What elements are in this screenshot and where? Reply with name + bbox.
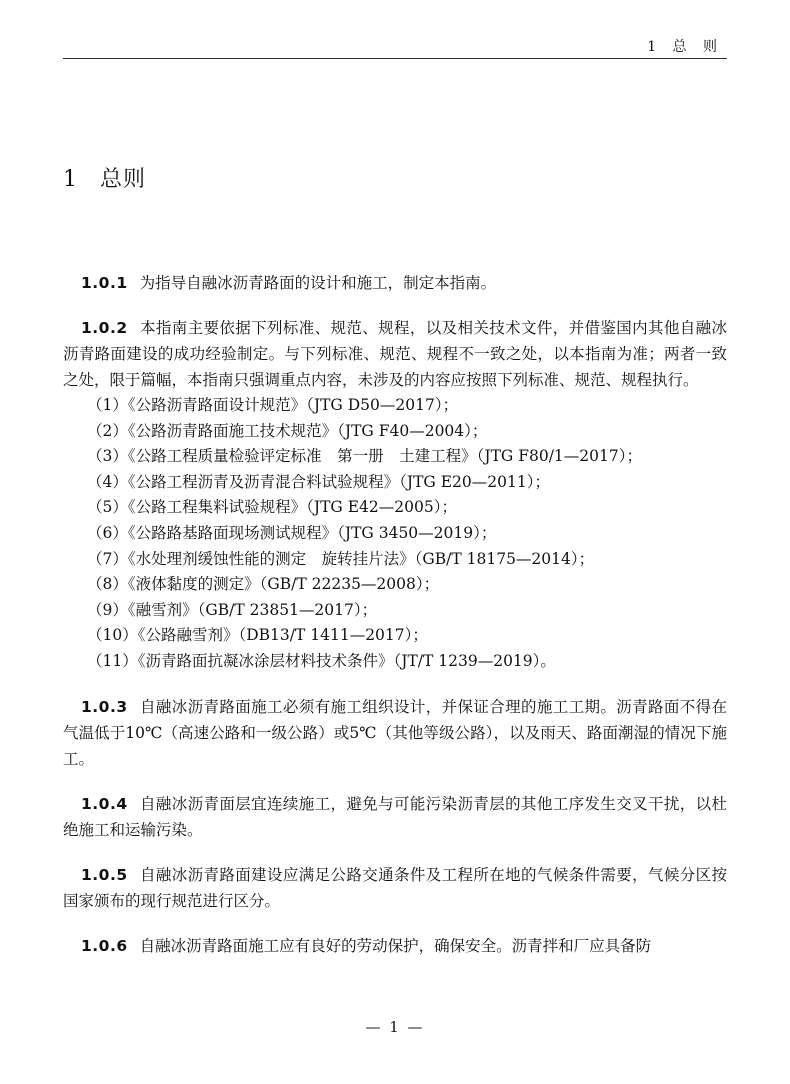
reference-item: （6）《公路路基路面现场测试规程》（JTG 3450—2019）； [87,523,497,542]
clause-number: 1.0.5 [81,865,128,884]
clause-text: 自融冰沥青路面施工必须有施工组织设计，并保证合理的施工工期。沥青路面不得在气温低于10℃（高速公路和一级公路）或5℃（其他等级公路），以及雨天、路面潮湿的情况下施工。 [63,697,727,768]
clause-1-0-1 [63,270,727,296]
running-header [63,30,727,59]
chapter-title [63,162,146,193]
reference-item: （11）《沥青路面抗凝冰涂层材料技术条件》（JT/T 1239—2019）。 [87,651,556,670]
reference-item: （1）《公路沥青路面设计规范》（JTG D50—2017）； [87,396,459,414]
clause-1-0-6 [63,933,727,959]
chapter-title-text: 总则 [100,167,147,192]
reference-item: （3）《公路工程质量检验评定标准 第一册 土建工程》（JTG F80/1—2017）； [87,447,642,466]
reference-item: （10）《公路融雪剂》（DB13/T 1411—2017）； [87,626,428,645]
clause-number: 1.0.3 [81,697,128,716]
body-content [63,270,727,978]
clause-text: 自融冰沥青面层宜连续施工，避免与可能污染沥青层的其他工序发生交叉干扰，以杜绝施工和运输污染。 [63,794,727,839]
clause-number: 1.0.4 [81,794,128,813]
clause-number: 1.0.1 [81,274,128,292]
clause-number: 1.0.6 [81,936,128,955]
chapter-number: 1 [63,167,78,192]
reference-item: （9）《融雪剂》（GB/T 23851—2017）； [87,600,378,619]
reference-item: （8）《液体黏度的测定》（GB/T 22235—2008）； [87,575,440,594]
clause-1-0-3 [63,694,727,772]
clause-text: 自融冰沥青路面施工应有良好的劳动保护，确保安全。沥青拌和厂应具备防 [139,936,652,955]
reference-item: （7）《水处理剂缓蚀性能的测定 旋转挂片法》（GB/T 18175—2014）； [87,549,595,568]
clause-text: 本指南主要依据下列标准、规范、规程，以及相关技术文件，并借鉴国内其他自融冰沥青路面建设的成功经验制定。与下列标准、规范、规程不一致之处，以本指南为准；两者一致之处，限于篇幅，本指南只强调重点内容，未涉及的内容应按照下列标准、规范、规程执行。 [63,319,727,389]
clause-text: 自融冰沥青路面建设应满足公路交通条件及工程所在地的气候条件需要，气候分区按国家颁布的现行规范进行区分。 [63,865,727,910]
reference-item: （5）《公路工程集料试验规程》（JTG E42—2005）； [87,498,457,517]
reference-item: （4）《公路工程沥青及沥青混合料试验规程》（JTG E20—2011）； [87,472,550,491]
clause-1-0-5 [63,862,727,914]
reference-list [63,393,727,675]
clause-text: 为指导自融冰沥青路面的设计和施工，制定本指南。 [139,274,497,292]
page-number: — 1 — [365,1018,425,1036]
reference-item: （2）《公路沥青路面施工技术规范》（JTG F40—2004）； [87,421,488,440]
clause-1-0-2 [63,315,727,393]
running-title: 1 总 则 [647,39,723,55]
clause-number: 1.0.2 [81,319,128,337]
clause-1-0-4 [63,791,727,843]
